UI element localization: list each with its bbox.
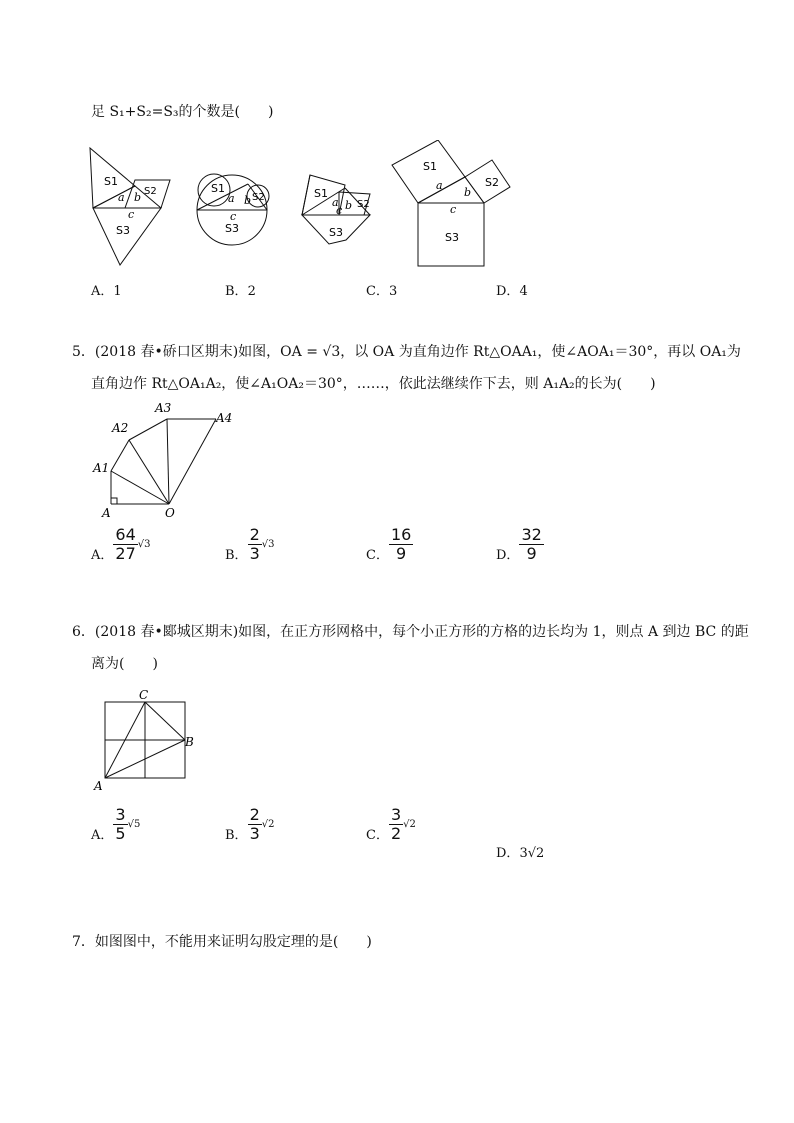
q6-label-b: B [185,735,194,749]
q5-option-d-fraction: $\frac{32}{9}$ [521,525,542,563]
q5-option-a[interactable]: A． $\frac{64}{27}$ √3 [91,525,151,563]
q5-option-d[interactable]: D． $\frac{32}{9}$ [496,525,542,563]
q5-label-a1: A1 [93,461,110,475]
q6-option-b-fraction: $\frac{2}{3}$ [249,805,260,843]
q5-stem-line1 [72,342,741,362]
fig2-label-c: c [230,210,237,223]
q7-stem [72,932,372,952]
q5-option-c[interactable]: C． $\frac{16}{9}$ [366,525,412,563]
fig4-label-s2: S2 [485,176,499,189]
fig1-label-s3: S3 [116,224,130,237]
q5-option-b[interactable]: B． $\frac{2}{3}$ √3 [225,525,275,563]
q5-text-line1: (2018 春•硚口区期末)如图，OA = √3，以 OA 为直角边作 Rt△OAA₁，使∠AOA₁＝30°，再以 OA₁为 [94,344,741,360]
fig4-label-a: a [436,179,443,192]
q6-label-c: C [139,688,149,702]
q6-option-a-fraction: $\frac{3}{5}$ [115,805,126,843]
q4-option-c[interactable]: C．3 [366,284,398,299]
q5-label-a2: A2 [112,421,129,435]
q6-option-d[interactable]: D．3√2 [496,846,545,861]
fig1-label-s1: S1 [104,175,118,188]
q5-option-b-fraction: $\frac{2}{3}$ [249,525,260,563]
fig4-label-b: b [464,186,472,199]
q4-option-d[interactable]: D．4 [496,284,528,299]
fig3-label-s2: S2 [357,199,370,210]
fig3-label-c: c [336,204,343,217]
q4-figures [80,140,540,275]
q6-number: 6． [72,624,95,640]
q6-option-a[interactable]: A． $\frac{3}{5}$ √5 [91,805,141,843]
fig4-label-s3: S3 [445,231,459,244]
q4-option-a[interactable]: A．1 [91,284,122,299]
q5-option-a-fraction: $\frac{64}{27}$ [115,525,136,563]
q5-stem-line2: 直角边作 Rt△OA₁A₂，使∠A₁OA₂＝30°，……，依此法继续作下去，则 A₁A₂的长为( ) [91,376,656,392]
fig2-label-a: a [228,192,235,205]
q6-option-c-fraction: $\frac{3}{2}$ [390,805,402,843]
fig2-label-b: b [244,194,252,207]
q5-label-o: O [165,506,175,520]
fig3-label-b: b [345,199,353,212]
fig1-label-s2: S2 [144,186,157,197]
q5-figure [92,398,242,520]
fig2-label-s2: S2 [252,192,265,203]
q4-question-text: 足 S₁+S₂=S₃的个数是( ) [91,104,274,120]
fig2-label-s3: S3 [225,222,239,235]
q5-option-c-fraction: $\frac{16}{9}$ [390,525,412,563]
q5-number: 5． [72,344,95,360]
q5-label-a3: A3 [155,401,172,415]
q6-stem-line1 [72,622,749,642]
q6-option-b[interactable]: B． $\frac{2}{3}$ √2 [225,805,275,843]
q7-number: 7． [72,934,95,950]
fig1-label-c: c [128,208,135,221]
q5-label-a4: A4 [216,411,233,425]
fig1-label-b: b [134,191,142,204]
fig2-label-s1: S1 [211,182,225,195]
q6-text-line1: (2018 春•郾城区期末)如图，在正方形网格中，每个小正方形的方格的边长均为 1，则点 A 到边 BC 的距 [94,624,749,640]
fig1-label-a: a [118,191,125,204]
fig4-label-s1: S1 [423,160,437,173]
q7-text: 如图图中，不能用来证明勾股定理的是( ) [94,934,372,950]
q4-option-b[interactable]: B．2 [225,284,256,299]
q6-stem-line2: 离为( ) [91,656,158,672]
fig3-label-s3: S3 [329,226,343,239]
q6-option-c[interactable]: C． $\frac{3}{2}$ √2 [366,805,416,843]
q5-label-a: A [102,506,111,520]
q6-label-a: A [94,779,103,793]
fig4-label-c: c [450,203,457,216]
q6-figure [92,686,202,796]
fig3-label-a: a [332,196,339,209]
fig3-label-s1: S1 [314,187,328,200]
